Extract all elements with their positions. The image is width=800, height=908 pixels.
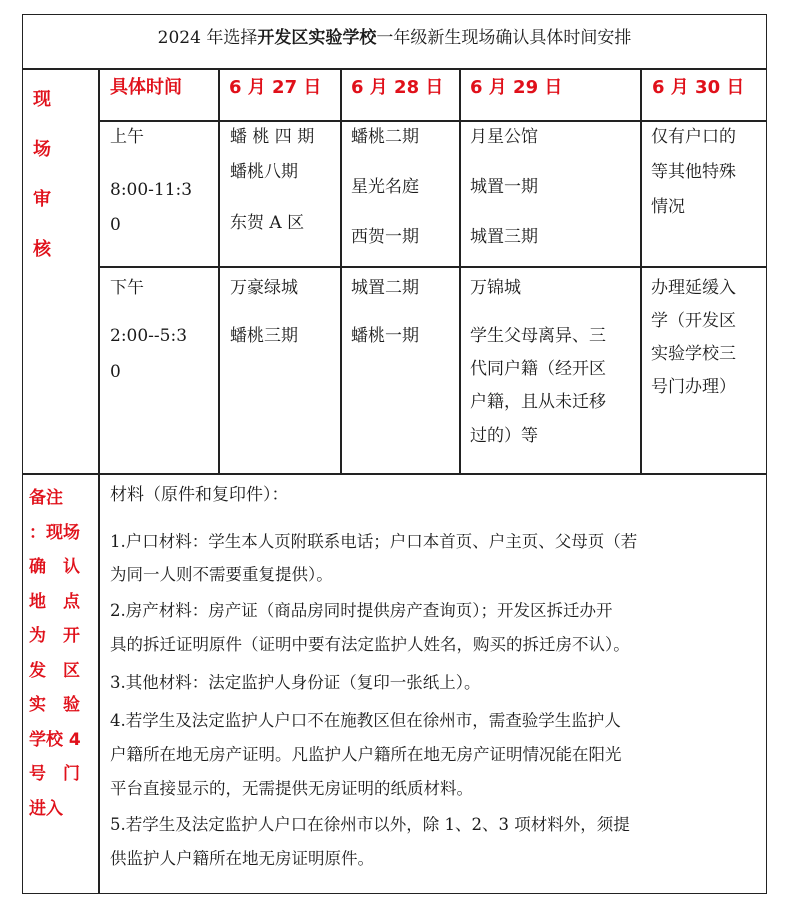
morning-27-item: 蟠桃八期 [230, 162, 298, 182]
page-title: 2024 年选择开发区实验学校一年级新生现场确认具体时间安排 [157, 28, 632, 48]
morning-29-item: 城置一期 [470, 177, 538, 197]
morning-label: 上午 [110, 127, 144, 147]
notes-line: 平台直接显示的，无需提供无房证明的纸质材料。 [110, 779, 473, 798]
morning-27-item: 蟠 桃 四 期 [230, 127, 315, 147]
afternoon-30-item: 学（开发区 [651, 311, 736, 331]
afternoon-27-item: 蟠桃三期 [230, 326, 298, 346]
afternoon-29-item: 过的）等 [470, 426, 538, 446]
notes-line: 4.若学生及法定监护人户口不在施教区但在徐州市，需查验学生监护人 [110, 711, 621, 730]
afternoon-time-line2: 0 [110, 362, 121, 382]
header-date-28: 6 月 28 日 [351, 77, 444, 98]
col-divider [640, 68, 642, 473]
notes-line: 材料（原件和复印件）： [110, 485, 289, 505]
afternoon-30-item: 号门办理） [651, 377, 736, 397]
row-divider [23, 68, 766, 70]
schedule-table [22, 14, 767, 894]
notes-label: 备注 ：现场 确 认 地 点 为 开 发 区 实 验 学校 4 号 门 进入 [29, 488, 81, 819]
morning-30-item: 仅有户口的 [651, 127, 736, 147]
morning-30-item: 情况 [651, 197, 685, 217]
afternoon-29-item: 户籍，且从未迁移 [470, 392, 606, 412]
morning-28-item: 蟠桃二期 [351, 127, 419, 147]
notes-line: 5.若学生及法定监护人户口在徐州市以外，除 1、2、3 项材料外，须提 [110, 815, 630, 834]
afternoon-27-item: 万豪绿城 [230, 278, 298, 298]
notes-line: 1.户口材料：学生本人页附联系电话；户口本首页、户主页、父母页（若 [110, 532, 638, 551]
header-time: 具体时间 [110, 77, 182, 98]
row-divider [23, 473, 766, 475]
notes-line: 供监护人户籍所在地无房证明原件。 [110, 849, 374, 868]
morning-28-item: 星光名庭 [351, 177, 419, 197]
side-label-on-site-review: 现 场 审 核 [33, 89, 51, 260]
col-divider [98, 68, 100, 893]
morning-29-item: 月星公馆 [470, 127, 538, 147]
header-date-30: 6 月 30 日 [652, 77, 745, 98]
morning-27-item: 东贺 A 区 [230, 213, 305, 233]
notes-line: 3.其他材料：法定监护人身份证（复印一张纸上）。 [110, 673, 481, 692]
header-date-27: 6 月 27 日 [229, 77, 322, 98]
morning-29-item: 城置三期 [470, 227, 538, 247]
row-divider [98, 120, 766, 122]
afternoon-30-item: 实验学校三 [651, 344, 736, 364]
afternoon-29-item: 万锦城 [470, 278, 521, 298]
morning-28-item: 西贺一期 [351, 227, 419, 247]
afternoon-28-item: 蟠桃一期 [351, 326, 419, 346]
morning-time-line2: 0 [110, 215, 121, 235]
afternoon-30-item: 办理延缓入 [651, 278, 736, 298]
afternoon-time-line1: 2:00--5:3 [110, 326, 188, 346]
col-divider [340, 68, 342, 473]
header-date-29: 6 月 29 日 [470, 77, 563, 98]
col-divider [218, 68, 220, 473]
notes-line: 为同一人则不需要重复提供）。 [110, 565, 333, 584]
afternoon-29-item: 学生父母离异、三 [470, 326, 606, 346]
row-divider [98, 266, 766, 268]
col-divider [459, 68, 461, 473]
morning-time-line1: 8:00-11:3 [110, 180, 193, 200]
morning-30-item: 等其他特殊 [651, 162, 736, 182]
notes-line: 户籍所在地无房产证明。凡监护人户籍所在地无房产证明情况能在阳光 [110, 745, 622, 764]
afternoon-29-item: 代同户籍（经开区 [470, 359, 606, 379]
notes-line: 具的拆迁证明原件（证明中要有法定监护人姓名，购买的拆迁房不认）。 [110, 635, 630, 654]
notes-line: 2.房产材料：房产证（商品房同时提供房产查询页）；开发区拆迁办开 [110, 601, 613, 620]
afternoon-label: 下午 [110, 278, 144, 298]
afternoon-28-item: 城置二期 [351, 278, 419, 298]
